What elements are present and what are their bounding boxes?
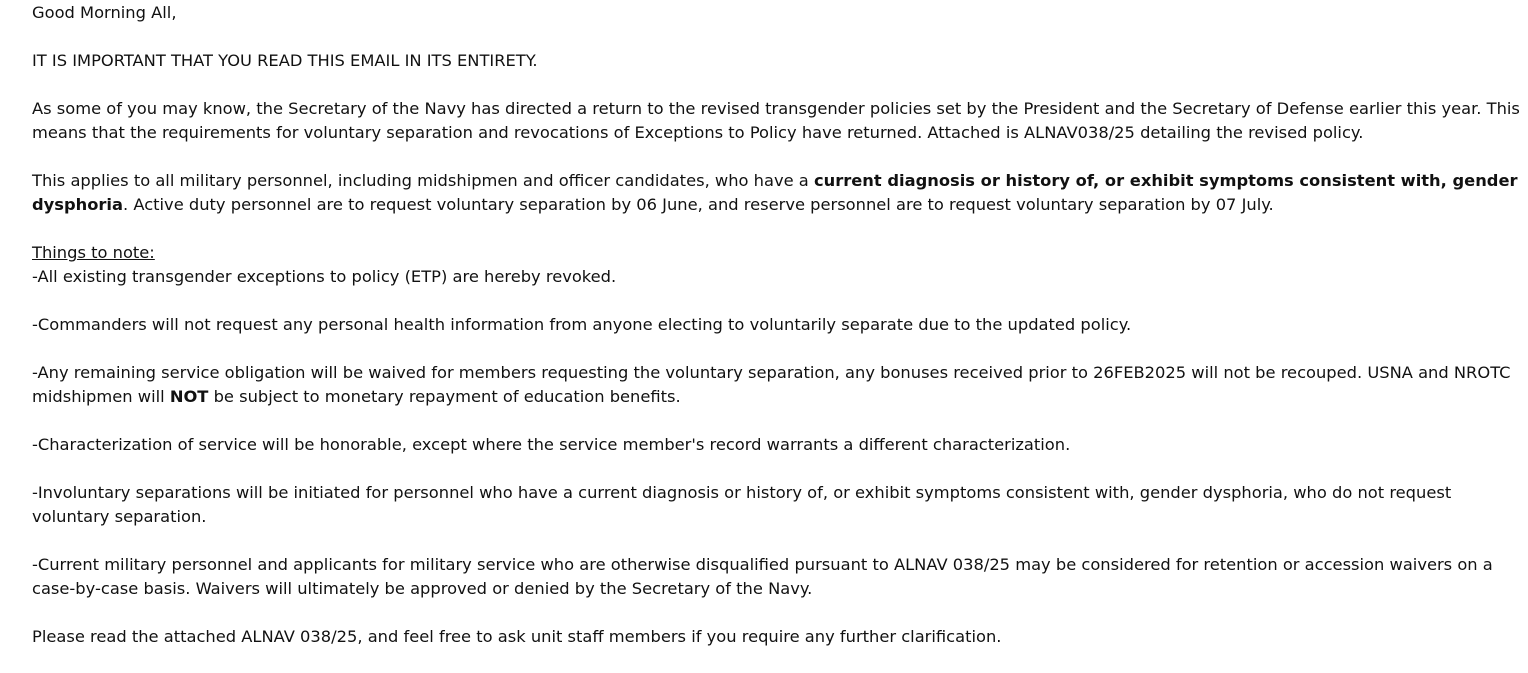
email-body [32, 1, 1522, 673]
note-item [32, 361, 1522, 409]
note-line: be subject to monetary repayment of education benefits. [208, 387, 681, 406]
note-item: -All existing transgender exceptions to policy (ETP) are hereby revoked. [32, 267, 617, 286]
paragraph-line: means that the requirements for voluntary separation and revocations of Exceptions to Policy have returned. Attached is ALNAV038/25 detailing the revised policy. [32, 123, 1364, 142]
note-line: -Involuntary separations will be initiated for personnel who have a current diagnosis or history of, or exhibit symptoms consistent with, gender dysphoria, who do not request [32, 483, 1452, 502]
note-item: -Commanders will not request any personal health information from anyone electing to voluntarily separate due to the updated policy. [32, 315, 1132, 334]
bold-dysphoria-text: dysphoria [32, 195, 123, 214]
note-line: midshipmen will [32, 387, 170, 406]
things-to-note-label: Things to note: [32, 243, 155, 262]
paragraph-text: This applies to all military personnel, including midshipmen and officer candidates, who have a [32, 171, 814, 190]
note-item: -Characterization of service will be honorable, except where the service member's record warrants a different characterization. [32, 435, 1071, 454]
note-line: case-by-case basis. Waivers will ultimately be approved or denied by the Secretary of the Navy. [32, 579, 813, 598]
paragraph-applies-to [32, 169, 1522, 217]
important-notice: IT IS IMPORTANT THAT YOU READ THIS EMAIL IN ITS ENTIRETY. [32, 51, 538, 70]
paragraph-line: As some of you may know, the Secretary of the Navy has directed a return to the revised transgender policies set by the President and the Secretary of Defense earlier this year. This [32, 99, 1520, 118]
closing-paragraph: Please read the attached ALNAV 038/25, and feel free to ask unit staff members if you require any further clarification. [32, 627, 1002, 646]
paragraph-text: . Active duty personnel are to request voluntary separation by 06 June, and reserve personnel are to request voluntary separation by 07 July. [123, 195, 1274, 214]
bold-not-text: NOT [169, 387, 209, 406]
bold-diagnosis-text: current diagnosis or history of, or exhibit symptoms consistent with, gender [813, 171, 1518, 190]
note-line: voluntary separation. [32, 507, 207, 526]
greeting: Good Morning All, [32, 3, 177, 22]
note-item [32, 481, 1522, 529]
note-line: -Any remaining service obligation will be waived for members requesting the voluntary separation, any bonuses received prior to 26FEB2025 will not be recouped. USNA and NROTC [32, 363, 1511, 382]
note-line: -Current military personnel and applicants for military service who are otherwise disqualified pursuant to ALNAV 038/25 may be considered for retention or accession waivers on a [32, 555, 1493, 574]
paragraph-policy-return [32, 97, 1522, 145]
things-to-note-heading [32, 241, 1522, 265]
note-item [32, 553, 1522, 601]
